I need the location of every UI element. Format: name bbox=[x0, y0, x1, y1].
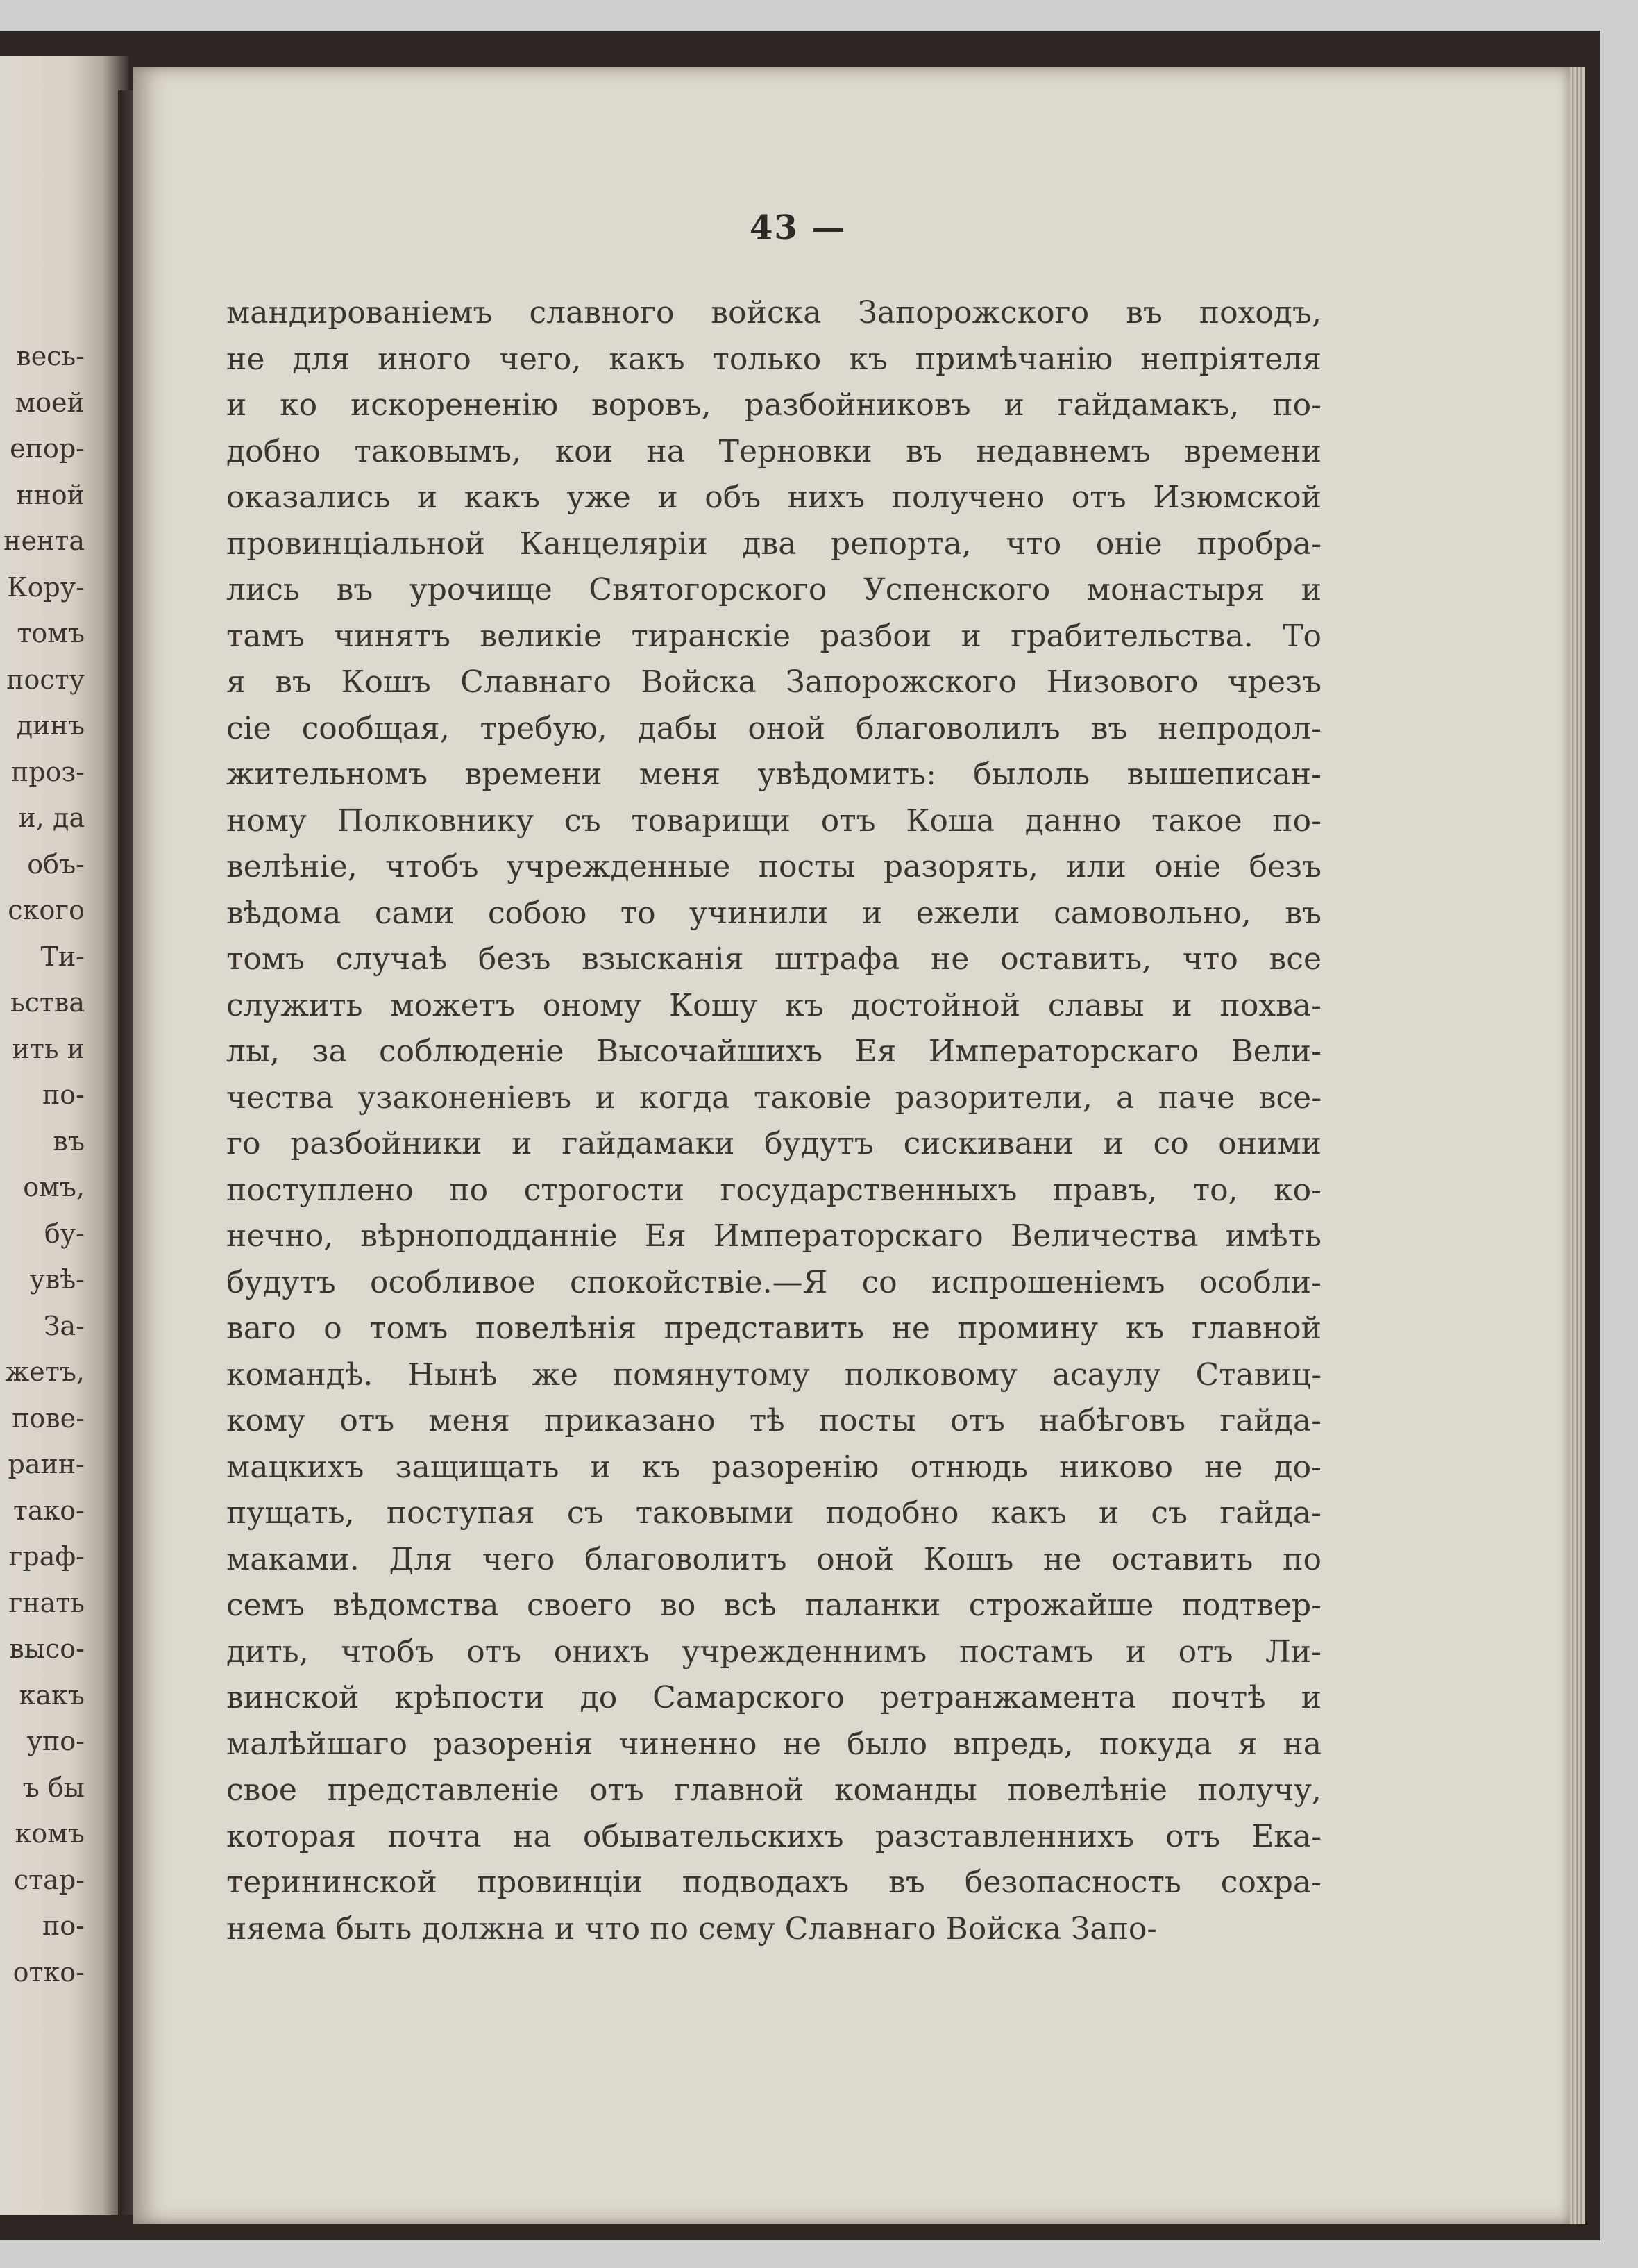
text-line: терининской провинціи подводахъ въ безопасность сохра- bbox=[226, 1865, 1322, 1900]
page-text-body bbox=[226, 290, 1322, 1952]
text-line: оказались и какъ уже и объ нихъ получено отъ Изюмской bbox=[226, 480, 1322, 515]
text-line: мандированіемъ славного войска Запорожского въ походъ, bbox=[226, 295, 1322, 330]
left-text-line: увѣ- bbox=[29, 1264, 85, 1295]
left-text-line: Кору- bbox=[7, 571, 85, 603]
text-line: не для иного чего, какъ только къ примѣчанію непріятеля bbox=[226, 341, 1322, 377]
left-text-line: посту bbox=[6, 664, 85, 695]
text-line: поступлено по строгости государственныхъ правъ, то, ко- bbox=[226, 1172, 1322, 1208]
left-text-line: какъ bbox=[19, 1679, 85, 1711]
text-line: семъ вѣдомства своего во всѣ паланки строжайше подтвер- bbox=[226, 1588, 1322, 1623]
text-line: дить, чтобъ отъ онихъ учрежденнимъ постамъ и отъ Ли- bbox=[226, 1633, 1322, 1670]
text-line: я въ Кошъ Славнаго Войска Запорожского Низового чрезъ bbox=[226, 664, 1322, 700]
text-line: ному Полковнику съ товарищи отъ Коша данно такое по- bbox=[226, 803, 1322, 839]
left-text-line: моей bbox=[15, 387, 85, 418]
left-text-line: ъ бы bbox=[22, 1772, 85, 1803]
text-line: малѣйшаго разоренія чиненно не было впредь, покуда я на bbox=[226, 1726, 1322, 1762]
left-text-line: отко- bbox=[12, 1956, 85, 1988]
text-line: ваго о томъ повелѣнія представить не промину къ главной bbox=[226, 1311, 1322, 1346]
left-text-line: ьства bbox=[10, 987, 85, 1018]
left-text-line: проз- bbox=[10, 756, 85, 787]
text-line: лись въ урочище Святогорского Успенского монастыря и bbox=[226, 572, 1322, 607]
text-line: командѣ. Нынѣ же помянутому полковому асаулу Ставиц- bbox=[226, 1356, 1322, 1393]
left-text-line: нента bbox=[3, 526, 85, 556]
text-line: вѣдома сами собою то учинили и ежели самовольно, въ bbox=[226, 895, 1322, 931]
left-text-line: и, да bbox=[18, 803, 85, 833]
left-text-line: стар- bbox=[13, 1864, 85, 1895]
text-line: мацкихъ защищать и къ разоренію отнюдь никово не до- bbox=[226, 1449, 1322, 1485]
text-line: служить можетъ оному Кошу къ достойной славы и похва- bbox=[226, 987, 1322, 1023]
text-line: винской крѣпости до Самарского ретранжамента почтѣ и bbox=[226, 1680, 1322, 1715]
text-line: тамъ чинятъ великіе тиранскіе разбои и грабительства. То bbox=[226, 618, 1322, 654]
page-edges bbox=[1570, 67, 1585, 2224]
text-line: нечно, вѣрноподданніе Ея Императорскаго Величества имѣть bbox=[226, 1218, 1322, 1254]
text-line: чества узаконеніевъ и когда таковіе разорители, а паче все- bbox=[226, 1080, 1322, 1116]
left-text-line: бу- bbox=[44, 1218, 85, 1249]
text-line: лы, за соблюденіе Высочайшихъ Ея Императорскаго Вели- bbox=[226, 1034, 1322, 1069]
left-text-line: объ- bbox=[27, 848, 85, 880]
left-text-line: въ bbox=[53, 1125, 85, 1157]
left-text-line: тако- bbox=[12, 1495, 85, 1526]
left-text-line: Ти- bbox=[40, 941, 85, 972]
left-text-line: высо- bbox=[9, 1633, 85, 1664]
left-text-line: комъ bbox=[15, 1818, 85, 1849]
left-text-line: по- bbox=[42, 1910, 85, 1941]
text-line: которая почта на обывательскихъ разставленнихъ отъ Ека- bbox=[226, 1818, 1322, 1854]
page-number: 43 — bbox=[750, 208, 847, 247]
left-text-line: жетъ, bbox=[5, 1356, 85, 1387]
left-text-line: ить и bbox=[12, 1033, 85, 1064]
text-line: пущать, поступая съ таковыми подобно какъ и съ гайда- bbox=[226, 1495, 1322, 1531]
text-line: сіе сообщая, требую, дабы оной благоволилъ въ непродол- bbox=[226, 710, 1322, 746]
left-text-line: ского bbox=[8, 895, 85, 925]
left-text-line: весь- bbox=[16, 341, 85, 371]
left-page-text bbox=[0, 333, 85, 1995]
left-text-line: динъ bbox=[16, 710, 85, 741]
text-line: велѣніе, чтобъ учрежденные посты разорять, или оніе безъ bbox=[226, 849, 1322, 884]
left-text-line: томъ bbox=[17, 618, 85, 648]
left-text-line: епор- bbox=[10, 433, 85, 464]
left-text-line: гнать bbox=[8, 1587, 85, 1618]
left-text-line: упо- bbox=[26, 1726, 85, 1756]
text-line: маками. Для чего благоволитъ оной Кошъ не оставить по bbox=[226, 1541, 1322, 1577]
text-line: добно таковымъ, кои на Терновки въ недавнемъ времени bbox=[226, 433, 1322, 469]
text-line: провинціальной Канцеляріи два репорта, что оніе пробра- bbox=[226, 526, 1322, 562]
text-line: будутъ особливое спокойствіе.—Я со испрошеніемъ особли- bbox=[226, 1264, 1322, 1300]
text-line: свое представленіе отъ главной команды повелѣніе получу, bbox=[226, 1772, 1322, 1808]
text-line: томъ случаѣ безъ взысканія штрафа не оставить, что все bbox=[226, 941, 1322, 977]
left-text-line: граф- bbox=[8, 1541, 85, 1572]
left-text-line: пове- bbox=[12, 1402, 85, 1434]
text-line: кому отъ меня приказано тѣ посты отъ набѣговъ гайда- bbox=[226, 1403, 1322, 1438]
left-page-fragment bbox=[0, 56, 128, 2215]
left-text-line: по- bbox=[42, 1080, 85, 1110]
left-text-line: За- bbox=[43, 1310, 85, 1341]
left-text-line: нной bbox=[16, 479, 85, 510]
text-line: го разбойники и гайдамаки будутъ сискивани и со оними bbox=[226, 1126, 1322, 1161]
left-text-line: раин- bbox=[8, 1449, 85, 1479]
text-line: няема быть должна и что по сему Славнаго Войска Запо- bbox=[226, 1910, 1158, 1947]
text-line: и ко искорененію воровъ, разбойниковъ и гайдамакъ, по- bbox=[226, 387, 1322, 423]
left-text-line: омъ, bbox=[23, 1172, 85, 1202]
text-line: жительномъ времени меня увѣдомить: былоль вышеписан- bbox=[226, 757, 1322, 792]
